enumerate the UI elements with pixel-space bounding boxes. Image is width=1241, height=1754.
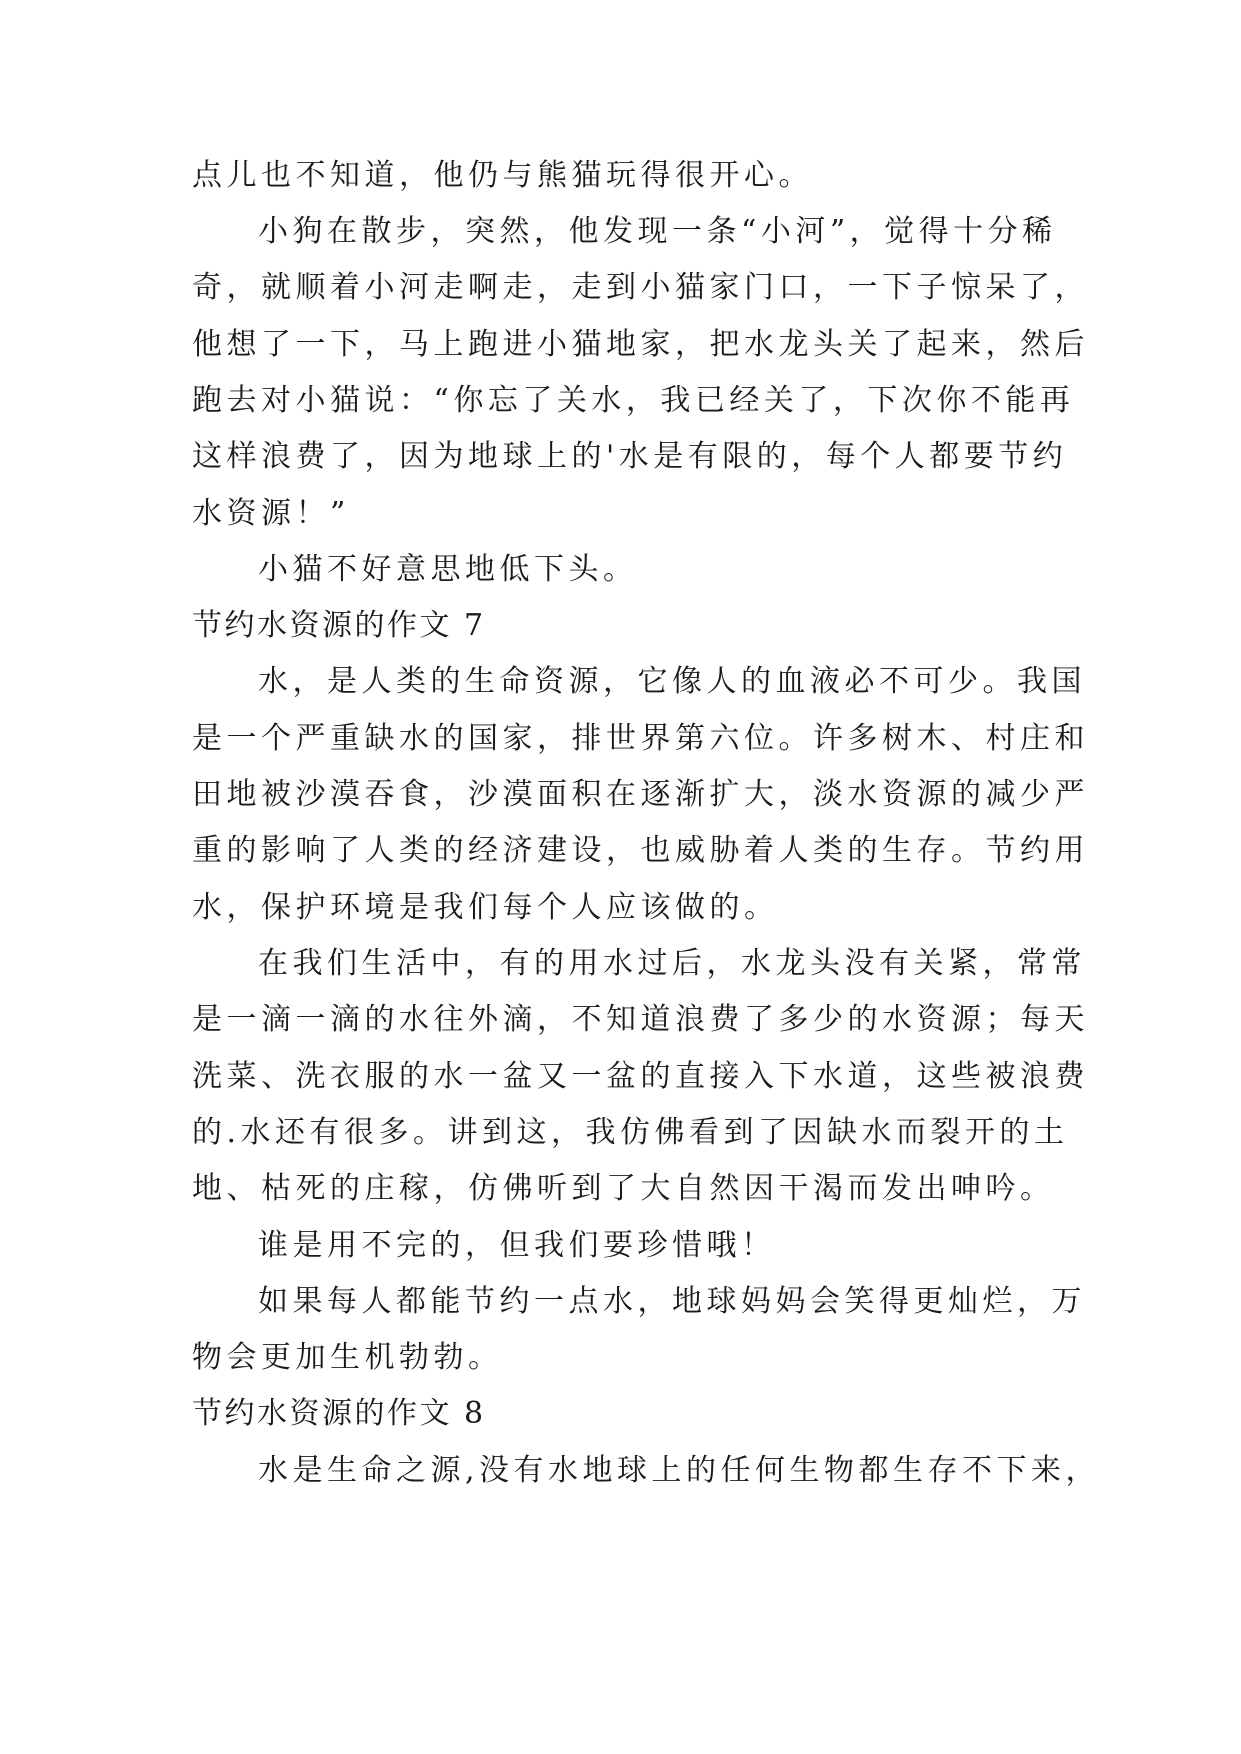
text-line: 物会更加生机勃勃。 — [192, 1340, 503, 1375]
text-line: 是一个严重缺水的国家，排世界第六位。许多树木、村庄和 — [192, 721, 1089, 756]
section-heading-8: 节约水资源的作文 8 — [192, 1396, 486, 1431]
text-line: 这样浪费了，因为地球上的'水是有限的，每个人都要节约 — [192, 439, 1068, 474]
paragraph-start-line: 水是生命之源,没有水地球上的任何生物都生存不下来， — [258, 1453, 1101, 1488]
text-line: 跑去对小猫说：“你忘了关水，我已经关了，下次你不能再 — [192, 383, 1075, 418]
paragraph-start-line: 在我们生活中，有的用水过后，水龙头没有关紧，常常 — [258, 946, 1086, 981]
text-line: 他想了一下，马上跑进小猫地家，把水龙头关了起来，然后 — [192, 327, 1089, 362]
paragraph-start-line: 如果每人都能节约一点水，地球妈妈会笑得更灿烂，万 — [258, 1284, 1086, 1319]
section-heading-7: 节约水资源的作文 7 — [192, 608, 486, 643]
text-line: 点儿也不知道，他仍与熊猫玩得很开心。 — [192, 158, 813, 193]
paragraph-start-line: 小猫不好意思地低下头。 — [258, 552, 638, 587]
text-line: 的.水还有很多。讲到这，我仿佛看到了因缺水而裂开的土 — [192, 1115, 1069, 1150]
text-line: 奇，就顺着小河走啊走，走到小猫家门口，一下子惊呆了， — [192, 270, 1089, 305]
text-line: 重的影响了人类的经济建设，也威胁着人类的生存。节约用 — [192, 833, 1089, 868]
text-line: 水，保护环境是我们每个人应该做的。 — [192, 890, 779, 925]
paragraph-start-line: 谁是用不完的，但我们要珍惜哦！ — [258, 1228, 776, 1263]
text-line: 田地被沙漠吞食，沙漠面积在逐渐扩大，淡水资源的减少严 — [192, 777, 1089, 812]
text-line: 洗菜、洗衣服的水一盆又一盆的直接入下水道，这些被浪费 — [192, 1059, 1089, 1094]
paragraph-start-line: 水，是人类的生命资源，它像人的血液必不可少。我国 — [258, 664, 1086, 699]
text-line: 地、枯死的庄稼，仿佛听到了大自然因干渴而发出呻吟。 — [192, 1171, 1055, 1206]
text-line: 水资源！” — [192, 496, 350, 531]
paragraph-start-line: 小狗在散步，突然，他发现一条“小河”，觉得十分稀 — [258, 214, 1057, 249]
text-line: 是一滴一滴的水往外滴，不知道浪费了多少的水资源；每天 — [192, 1002, 1089, 1037]
